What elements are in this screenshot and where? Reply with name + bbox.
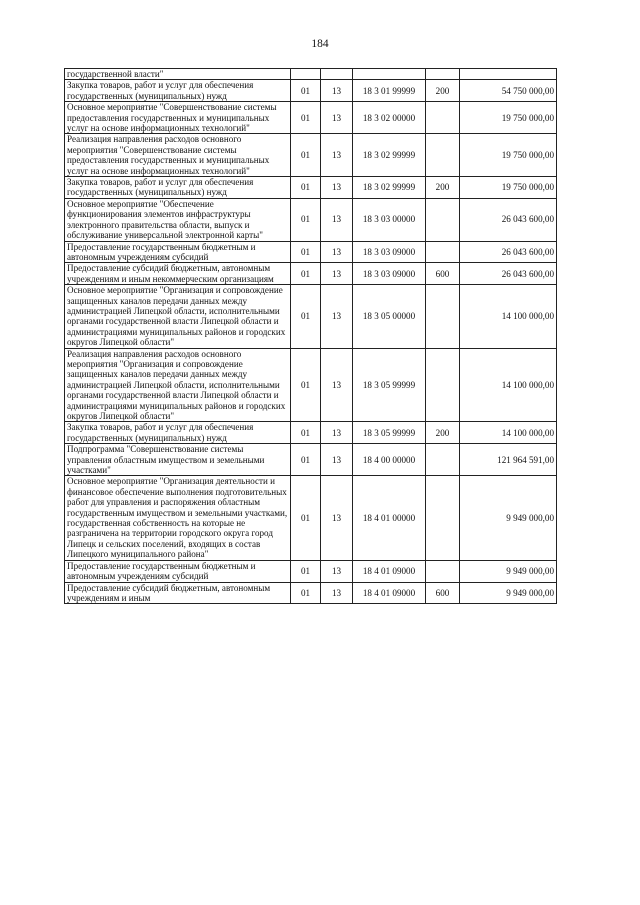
- cell-expense-type: [426, 444, 460, 476]
- cell-section-code: [321, 69, 353, 80]
- cell-name: государственной власти": [65, 69, 291, 80]
- table-row: [65, 134, 557, 177]
- cell-section-code: 13: [321, 102, 353, 134]
- cell-expense-type: [426, 285, 460, 348]
- cell-amount: 121 964 591,00: [460, 444, 557, 476]
- cell-amount: 14 100 000,00: [460, 285, 557, 348]
- table-row: [65, 582, 557, 604]
- cell-expense-type: [426, 69, 460, 80]
- cell-section-code: 13: [321, 476, 353, 560]
- cell-target-code: 18 4 01 00000: [353, 476, 426, 560]
- cell-name: Реализация направления расходов основного мероприятия "Совершенствование системы предоставления государственных и муниципальных услуг на основе информационных технологий": [65, 134, 291, 177]
- cell-target-code: 18 3 02 99999: [353, 134, 426, 177]
- cell-amount: 26 043 600,00: [460, 241, 557, 263]
- table-row: [65, 198, 557, 241]
- cell-ministry-code: 01: [291, 80, 321, 102]
- cell-ministry-code: 01: [291, 285, 321, 348]
- cell-section-code: 13: [321, 263, 353, 285]
- table-row: [65, 560, 557, 582]
- cell-expense-type: [426, 102, 460, 134]
- cell-amount: 14 100 000,00: [460, 422, 557, 444]
- cell-name: Подпрограмма "Совершенствование системы управления областным имуществом и земельными участками": [65, 444, 291, 476]
- table-row: [65, 177, 557, 199]
- cell-target-code: 18 3 03 09000: [353, 241, 426, 263]
- cell-ministry-code: 01: [291, 102, 321, 134]
- table-row: [65, 285, 557, 348]
- cell-amount: 19 750 000,00: [460, 102, 557, 134]
- cell-target-code: 18 3 05 00000: [353, 285, 426, 348]
- cell-expense-type: 200: [426, 80, 460, 102]
- cell-name: Реализация направления расходов основного мероприятия "Организация и сопровождение защищенных каналов передачи данных между администрацией Липецкой области, исполнительными органами государственной власти Липецкой области и администрациями муниципальных районов и городских округов Липецкой области": [65, 348, 291, 422]
- cell-target-code: 18 3 05 99999: [353, 422, 426, 444]
- cell-section-code: 13: [321, 241, 353, 263]
- cell-ministry-code: 01: [291, 422, 321, 444]
- cell-target-code: [353, 69, 426, 80]
- table-row: [65, 422, 557, 444]
- cell-target-code: 18 4 01 09000: [353, 582, 426, 604]
- cell-expense-type: 600: [426, 263, 460, 285]
- cell-name: Предоставление субсидий бюджетным, автономным учреждениям и иным некоммерческим организациям: [65, 263, 291, 285]
- cell-ministry-code: [291, 69, 321, 80]
- cell-name: Основное мероприятие "Совершенствование системы предоставления государственных и муниципальных услуг на основе информационных технологий": [65, 102, 291, 134]
- cell-expense-type: [426, 476, 460, 560]
- cell-amount: 54 750 000,00: [460, 80, 557, 102]
- cell-name: Основное мероприятие "Организация и сопровождение защищенных каналов передачи данных между администрацией Липецкой области, исполнительными органами государственной власти Липецкой области и администрациями муниципальных районов и городских округов Липецкой области": [65, 285, 291, 348]
- cell-expense-type: 200: [426, 422, 460, 444]
- cell-name: Предоставление субсидий бюджетным, автономным учреждениям и иным: [65, 582, 291, 604]
- cell-section-code: 13: [321, 134, 353, 177]
- page-number: 184: [311, 38, 329, 50]
- table-row: [65, 444, 557, 476]
- cell-section-code: 13: [321, 348, 353, 422]
- cell-target-code: 18 3 05 99999: [353, 348, 426, 422]
- cell-section-code: 13: [321, 285, 353, 348]
- cell-expense-type: 600: [426, 582, 460, 604]
- cell-ministry-code: 01: [291, 348, 321, 422]
- cell-amount: 19 750 000,00: [460, 134, 557, 177]
- cell-name: Предоставление государственным бюджетным и автономным учреждениям субсидий: [65, 560, 291, 582]
- cell-ministry-code: 01: [291, 263, 321, 285]
- table-row: [65, 80, 557, 102]
- cell-ministry-code: 01: [291, 476, 321, 560]
- cell-target-code: 18 3 02 00000: [353, 102, 426, 134]
- cell-amount: 9 949 000,00: [460, 476, 557, 560]
- cell-name: Закупка товаров, работ и услуг для обеспечения государственных (муниципальных) нужд: [65, 422, 291, 444]
- cell-target-code: 18 3 03 00000: [353, 198, 426, 241]
- cell-amount: 9 949 000,00: [460, 582, 557, 604]
- cell-section-code: 13: [321, 177, 353, 199]
- cell-target-code: 18 3 01 99999: [353, 80, 426, 102]
- cell-target-code: 18 3 02 99999: [353, 177, 426, 199]
- cell-name: Основное мероприятие "Обеспечение функционирования элементов инфраструктуры электронного правительства области, выпуск и обслуживание универсальной электронной карты": [65, 198, 291, 241]
- cell-ministry-code: 01: [291, 177, 321, 199]
- cell-name: Закупка товаров, работ и услуг для обеспечения государственных (муниципальных) нужд: [65, 177, 291, 199]
- table-row: [65, 69, 557, 80]
- cell-section-code: 13: [321, 80, 353, 102]
- cell-target-code: 18 4 00 00000: [353, 444, 426, 476]
- cell-amount: [460, 69, 557, 80]
- cell-name: Предоставление государственным бюджетным и автономным учреждениям субсидий: [65, 241, 291, 263]
- cell-expense-type: [426, 348, 460, 422]
- cell-expense-type: [426, 241, 460, 263]
- table-row: [65, 241, 557, 263]
- cell-ministry-code: 01: [291, 582, 321, 604]
- table-row: [65, 348, 557, 422]
- cell-section-code: 13: [321, 198, 353, 241]
- cell-ministry-code: 01: [291, 241, 321, 263]
- cell-amount: 9 949 000,00: [460, 560, 557, 582]
- table-row: [65, 476, 557, 560]
- cell-expense-type: [426, 198, 460, 241]
- budget-table-body: [65, 69, 557, 604]
- cell-expense-type: 200: [426, 177, 460, 199]
- cell-section-code: 13: [321, 582, 353, 604]
- cell-amount: 26 043 600,00: [460, 263, 557, 285]
- cell-target-code: 18 3 03 09000: [353, 263, 426, 285]
- cell-ministry-code: 01: [291, 134, 321, 177]
- cell-amount: 26 043 600,00: [460, 198, 557, 241]
- cell-amount: 14 100 000,00: [460, 348, 557, 422]
- cell-name: Закупка товаров, работ и услуг для обеспечения государственных (муниципальных) нужд: [65, 80, 291, 102]
- cell-ministry-code: 01: [291, 444, 321, 476]
- table-row: [65, 102, 557, 134]
- cell-section-code: 13: [321, 444, 353, 476]
- cell-target-code: 18 4 01 09000: [353, 560, 426, 582]
- table-row: [65, 263, 557, 285]
- cell-ministry-code: 01: [291, 560, 321, 582]
- cell-expense-type: [426, 560, 460, 582]
- cell-section-code: 13: [321, 560, 353, 582]
- budget-table: [64, 68, 557, 604]
- cell-amount: 19 750 000,00: [460, 177, 557, 199]
- cell-name: Основное мероприятие "Организация деятельности и финансовое обеспечение выполнения подготовительных работ для управления и распоряжения областным государственным имуществом и земельными участками, государственная собственность на которые не разграничена на территории городского округа город Липецк и сельских поселений, входящих в состав Липецкого муниципального района": [65, 476, 291, 560]
- cell-section-code: 13: [321, 422, 353, 444]
- cell-ministry-code: 01: [291, 198, 321, 241]
- cell-expense-type: [426, 134, 460, 177]
